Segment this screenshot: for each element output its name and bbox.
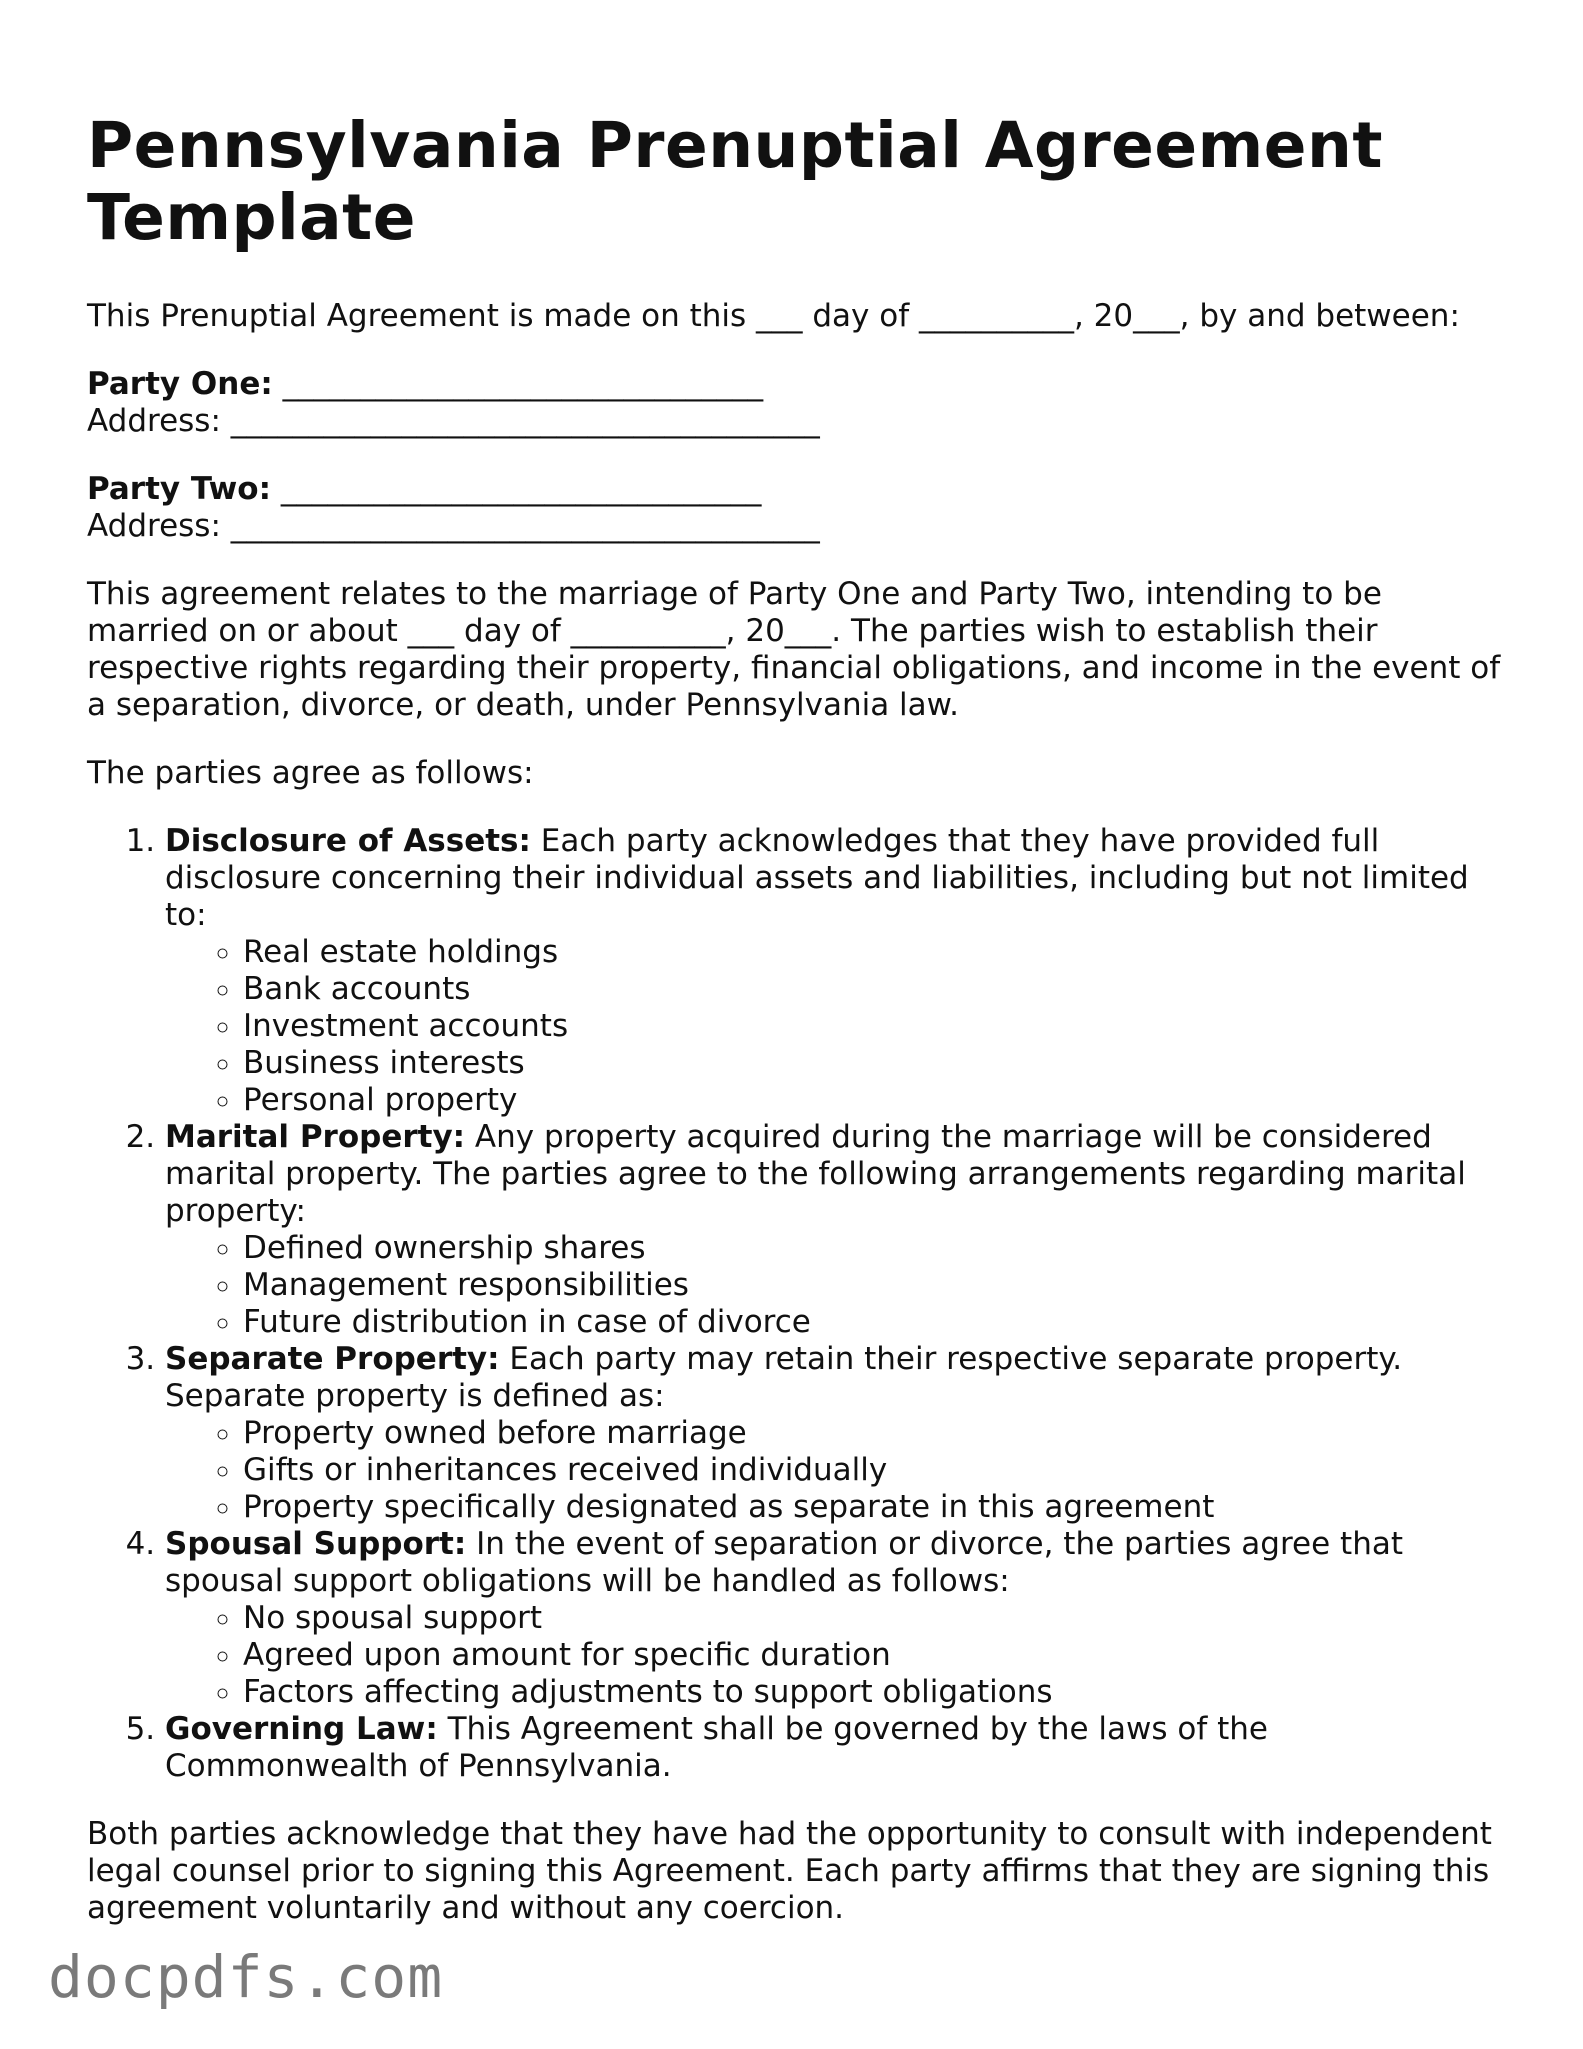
clause-text: This Agreement shall be governed by the laws of the Commonwealth of Pennsylvania. xyxy=(165,1711,1268,1784)
clause-text: Each party acknowledges that they have provided full disclosure concerning their individual assets and liabilities, including but not limited to: xyxy=(165,823,1469,933)
party-one-block xyxy=(87,366,1507,440)
clause-text: Each party may retain their respective separate property. Separate property is defined as: xyxy=(165,1341,1403,1414)
sublist-item: ◦ Agreed upon amount for specific duration xyxy=(243,1637,1507,1674)
clause-heading: Spousal Support: xyxy=(165,1526,467,1562)
clause-sublist xyxy=(165,1230,1507,1341)
sublist-item: ◦ Personal property xyxy=(243,1082,1507,1119)
party-two-block xyxy=(87,471,1507,545)
sublist-item: ◦ Business interests xyxy=(243,1045,1507,1082)
clause-sublist xyxy=(165,1600,1507,1711)
clause-heading: Governing Law: xyxy=(165,1711,438,1747)
party-one-address: Address: ______________________________________ xyxy=(87,403,820,439)
sublist-item: ◦ Property owned before marriage xyxy=(243,1415,1507,1452)
site-watermark: docpdfs.com xyxy=(48,1943,444,2011)
sublist-item: ◦ Investment accounts xyxy=(243,1008,1507,1045)
clause-sublist xyxy=(165,1415,1507,1526)
sublist-item: ◦ No spousal support xyxy=(243,1600,1507,1637)
clause-item xyxy=(165,1119,1507,1341)
document-page xyxy=(87,110,1507,1958)
relation-paragraph: This agreement relates to the marriage of Party One and Party Two, intending to be married on or about ___ day of __________, 20___. The parties wish to establish their respective rights regarding their property, financial obligations, and income in the event of a separation, divorce, or death, under Pennsylvania law. xyxy=(87,576,1501,723)
party-two-blank: _______________________________ xyxy=(271,471,762,507)
sublist-item: ◦ Property specifically designated as separate in this agreement xyxy=(243,1489,1507,1526)
clause-text: In the event of separation or divorce, the parties agree that spousal support obligations will be handled as follows: xyxy=(165,1526,1403,1599)
party-two-label: Party Two: xyxy=(87,471,271,507)
clause-heading: Separate Property: xyxy=(165,1341,500,1377)
clause-heading: Disclosure of Assets: xyxy=(165,823,531,859)
sublist-item: ◦ Defined ownership shares xyxy=(243,1230,1507,1267)
party-two-line xyxy=(87,471,1507,508)
party-one-blank: _______________________________ xyxy=(272,366,764,402)
sublist-item: ◦ Factors affecting adjustments to support obligations xyxy=(243,1674,1507,1711)
clause-item xyxy=(165,1526,1507,1711)
closing-paragraph: Both parties acknowledge that they have had the opportunity to consult with independent legal counsel prior to signing this Agreement. Each party affirms that they are signing this agreement voluntarily and without any coercion. xyxy=(87,1816,1492,1926)
clause-heading: Marital Property: xyxy=(165,1119,466,1155)
clause-text: Any property acquired during the marriage will be considered marital property. The parties agree to the following arrangements regarding marital property: xyxy=(165,1119,1466,1229)
sublist-item: ◦ Management responsibilities xyxy=(243,1267,1507,1304)
clauses-list xyxy=(87,823,1507,1785)
clause-item xyxy=(165,823,1507,1119)
party-one-label: Party One: xyxy=(87,366,273,402)
party-one-line xyxy=(87,366,1507,403)
page-title: Pennsylvania Prenuptial Agreement Template xyxy=(87,109,1383,254)
sublist-item: ◦ Bank accounts xyxy=(243,971,1507,1008)
party-two-address: Address: ______________________________________ xyxy=(87,508,820,544)
agree-intro: The parties agree as follows: xyxy=(87,755,534,791)
clause-item xyxy=(165,1341,1507,1526)
sublist-item: ◦ Gifts or inheritances received individually xyxy=(243,1452,1507,1489)
sublist-item: ◦ Future distribution in case of divorce xyxy=(243,1304,1507,1341)
sublist-item: ◦ Real estate holdings xyxy=(243,934,1507,971)
clause-sublist xyxy=(165,934,1507,1119)
clause-item xyxy=(165,1711,1507,1785)
intro-paragraph: This Prenuptial Agreement is made on this ___ day of __________, 20___, by and between: xyxy=(87,298,1460,334)
